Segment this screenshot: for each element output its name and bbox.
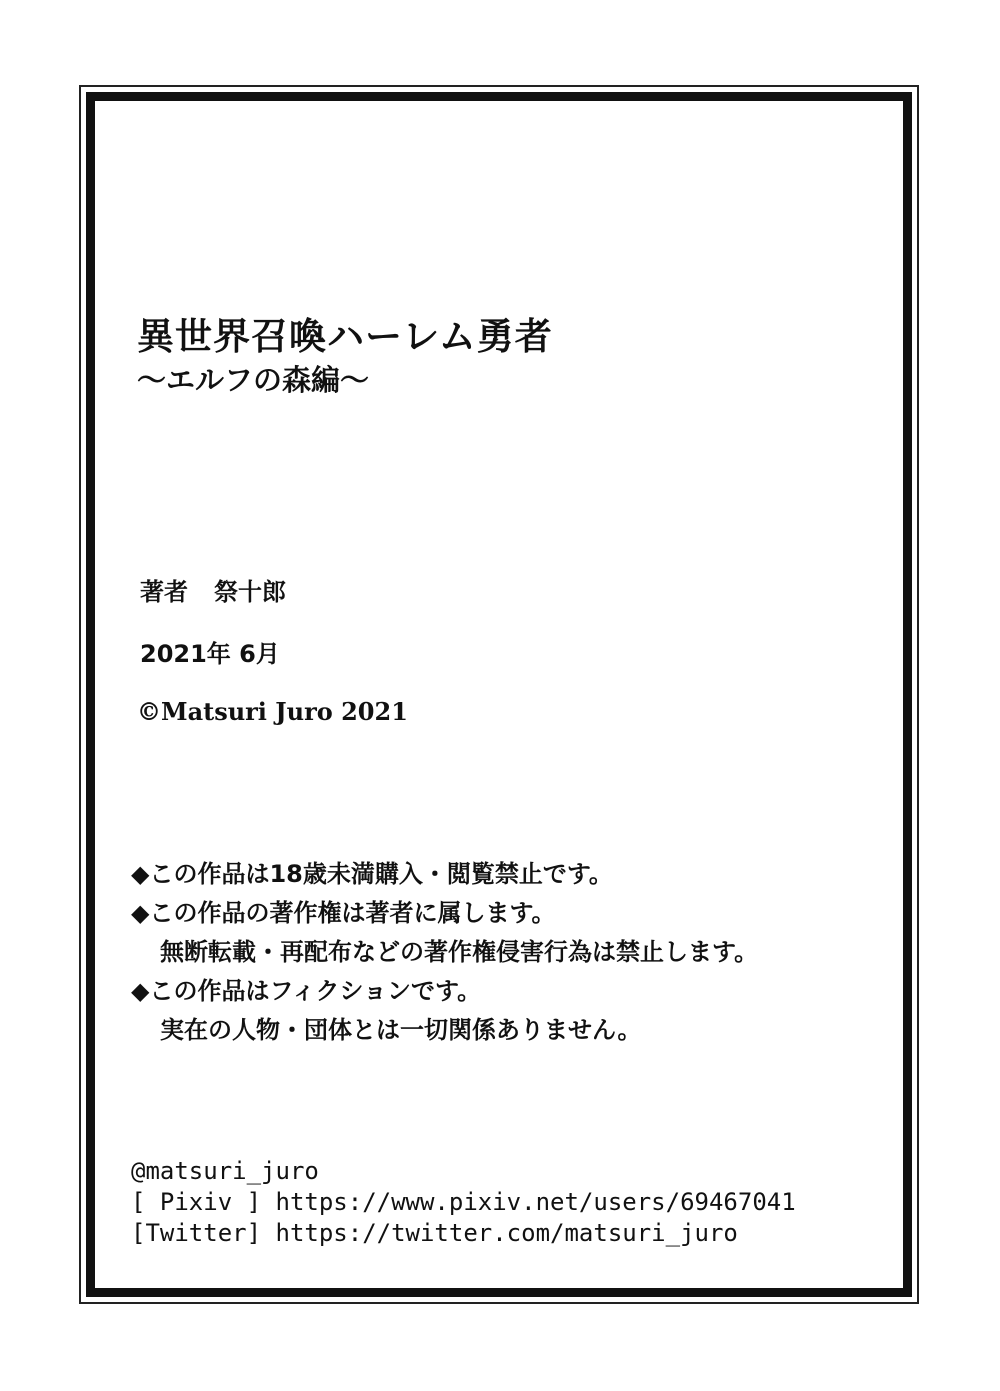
notice-age-restriction: ◆この作品は18歳未満購入・閲覧禁止です。 (131, 860, 613, 888)
copyright-notice: ©Matsuri Juro 2021 (137, 697, 408, 726)
notice-copyright-owner: ◆この作品の著作権は著者に属します。 (131, 899, 556, 927)
author-name: 祭十郎 (214, 578, 286, 606)
book-subtitle: ～エルフの森編～ (137, 363, 370, 397)
author-label: 著者 (140, 578, 188, 606)
notice-no-redistribution: 無断転載・再配布などの著作権侵害行為は禁止します。 (160, 938, 759, 966)
twitter-link[interactable]: [Twitter] https://twitter.com/matsuri_juro (131, 1219, 738, 1247)
book-title: 異世界召喚ハーレム勇者 (137, 314, 553, 358)
inner-frame-border (86, 92, 912, 1297)
publication-date: 2021年 6月 (140, 640, 280, 668)
author-line (140, 572, 286, 607)
social-handle: @matsuri_juro (131, 1157, 319, 1185)
pixiv-link[interactable]: [ Pixiv ] https://www.pixiv.net/users/69467041 (131, 1188, 796, 1216)
notice-fiction: ◆この作品はフィクションです。 (131, 977, 482, 1005)
notice-no-relation: 実在の人物・団体とは一切関係ありません。 (160, 1016, 642, 1044)
